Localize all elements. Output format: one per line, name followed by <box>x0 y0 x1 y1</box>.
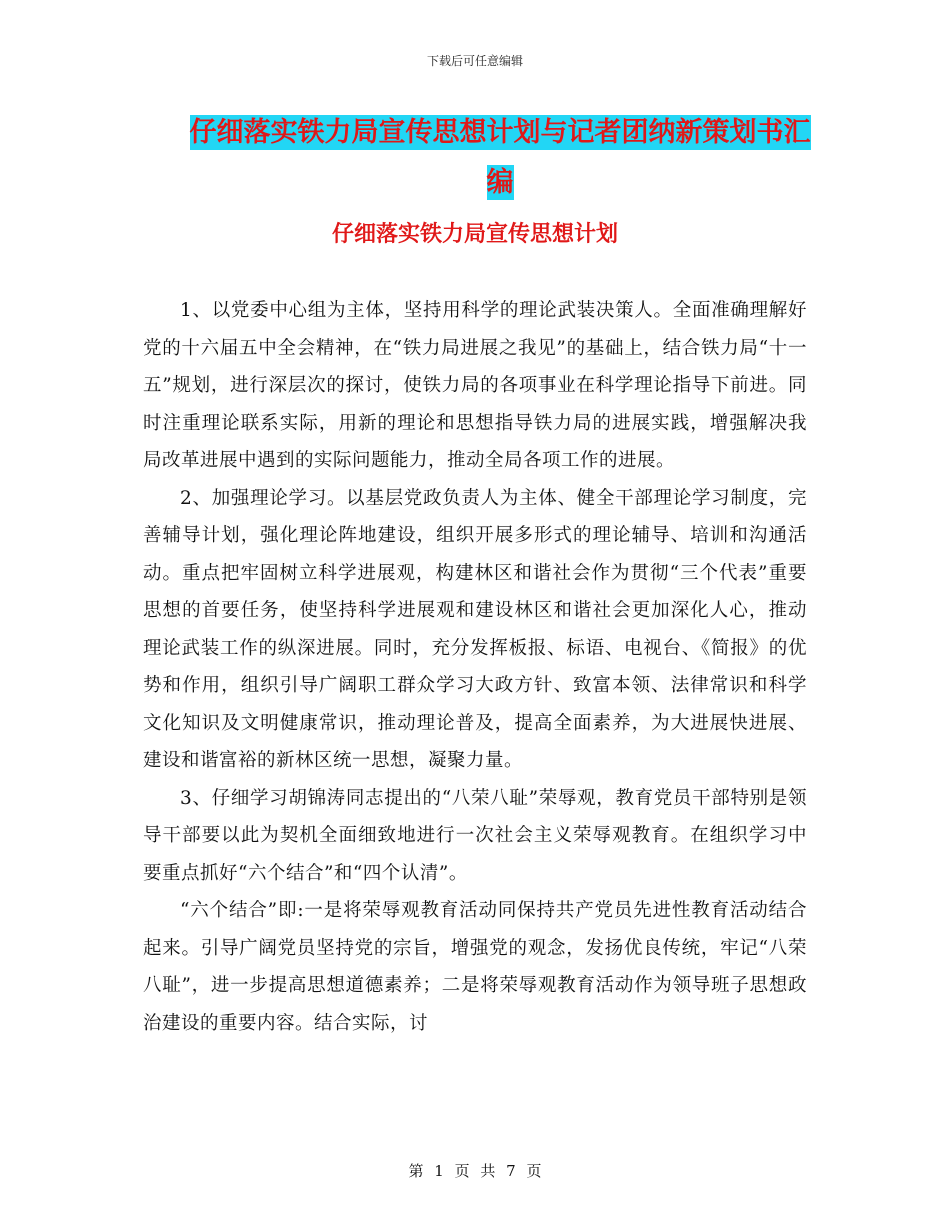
document-title <box>180 108 820 208</box>
section-title: 仔细落实铁力局宣传思想计划 <box>331 222 618 247</box>
header-note: 下载后可任意编辑 <box>426 54 523 68</box>
paragraph-4: “六个结合”即:一是将荣辱观教育活动同保持共产党员先进性教育活动结合起来。引导广阔党员坚持党的宗旨，增强党的观念，发扬优良传统，牢记“八荣八耻”，进一步提高思想道德素养；二是将荣辱观教育活动作为领导班子思想政治建设的重要内容。结合实际，讨 <box>143 900 807 1034</box>
document-title-text: 仔细落实铁力局宣传思想计划与记者团纳新策划书汇编 <box>189 117 811 198</box>
page-footer: 第 1 页 共 7 页 <box>408 1162 542 1180</box>
document-body <box>143 292 807 1042</box>
paragraph-2: 2、加强理论学习。以基层党政负责人为主体、健全干部理论学习制度，完善辅导计划，强化理论阵地建设，组织开展多形式的理论辅导、培训和沟通活动。重点把牢固树立科学进展观，构建林区和谐社会作为贯彻“三个代表”重要思想的首要任务，使坚持科学进展观和建设林区和谐社会更加深化人心，推动理论武装工作的纵深进展。同时，充分发挥板报、标语、电视台、《简报》的优势和作用，组织引导广阔职工群众学习大政方针、致富本领、法律常识和科学文化知识及文明健康常识，推动理论普及，提高全面素养，为大进展快进展、建设和谐富裕的新林区统一思想，凝聚力量。 <box>143 487 807 771</box>
paragraph-3: 3、仔细学习胡锦涛同志提出的“八荣八耻”荣辱观，教育党员干部特别是领导干部要以此为契机全面细致地进行一次社会主义荣辱观教育。在组织学习中要重点抓好“六个结合”和“四个认清”。 <box>143 787 807 884</box>
paragraph-1: 1、以党委中心组为主体，坚持用科学的理论武装决策人。全面准确理解好党的十六届五中全会精神，在“铁力局进展之我见”的基础上，结合铁力局“十一五”规划，进行深层次的探讨，使铁力局的各项事业在科学理论指导下前进。同时注重理论联系实际，用新的理论和思想指导铁力局的进展实践，增强解决我局改革进展中遇到的实际问题能力，推动全局各项工作的进展。 <box>143 300 807 471</box>
